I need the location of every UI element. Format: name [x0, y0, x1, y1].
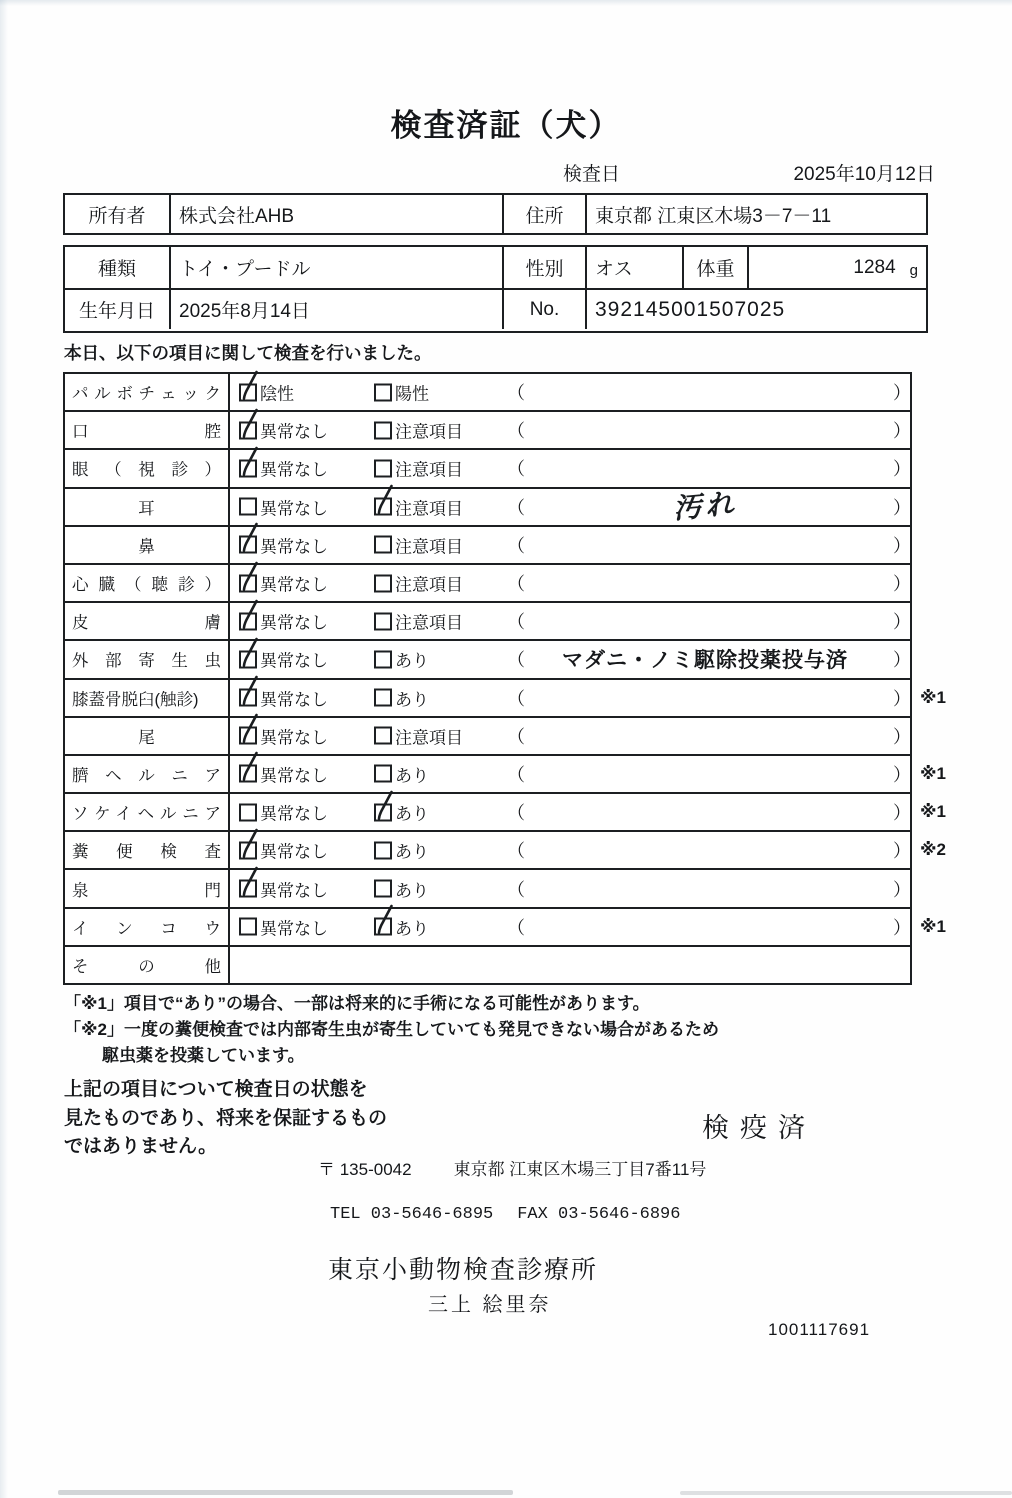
checkbox-option-2: [374, 761, 429, 786]
inspection-date-row: [563, 159, 935, 186]
paren-close: ）: [893, 764, 911, 785]
animal-info-table: [63, 245, 928, 333]
owner-table: [63, 193, 928, 235]
row-note: マダニ・ノミ駆除投薬投与済: [562, 649, 848, 673]
checkbox-option-1-label: 異常なし: [260, 613, 328, 633]
handwritten-check-icon: [374, 904, 395, 937]
paren-open: （: [507, 535, 525, 556]
handwritten-check-icon: [239, 598, 260, 631]
handwritten-check-icon: [239, 675, 260, 708]
checklist-row: [65, 563, 910, 601]
checkbox-option-2-label: あり: [395, 651, 429, 671]
checklist-item-label: 泉門: [65, 870, 230, 906]
birthdate-label: 生年月日: [78, 301, 155, 322]
checklist-row: [65, 601, 910, 639]
checklist-item-label: 口腔: [65, 412, 230, 448]
checkbox-option-2: [374, 380, 429, 405]
number-label: No.: [502, 290, 585, 329]
row-note: 汚れ: [671, 487, 739, 524]
checkbox-icon: [239, 612, 257, 630]
checkbox-option-1-label: 異常なし: [260, 728, 328, 748]
checkbox-option-2-label: 注意項目: [395, 575, 463, 595]
checkbox-option-1: [239, 723, 328, 748]
checkbox-icon: [374, 612, 392, 630]
owner-value: 株式会社AHB: [169, 195, 502, 233]
checkbox-icon: [239, 918, 257, 936]
paren-open: （: [507, 421, 525, 442]
checklist-row: [65, 830, 946, 868]
paren-open: （: [507, 917, 525, 938]
disclaimer-line-3: ではありません。: [64, 1136, 218, 1157]
checklist-row: [65, 487, 910, 525]
checkbox-option-2: [374, 532, 463, 557]
handwritten-check-icon: [239, 445, 260, 478]
checklist-row-content: [230, 565, 910, 601]
paren-close: ）: [893, 535, 911, 556]
checkbox-icon: [374, 421, 392, 439]
checkbox-option-1-label: 異常なし: [260, 537, 328, 557]
checkbox-option-2: [374, 723, 463, 748]
paren-open: （: [507, 612, 525, 633]
checklist-item-label: 鼻: [65, 527, 230, 563]
checkbox-option-2-label: あり: [395, 842, 429, 862]
checkbox-icon: [239, 498, 257, 516]
checklist-row-content: [230, 603, 910, 639]
intro-text: 本日、以下の項目に関して検査を行いました。: [64, 343, 432, 363]
paren-close: ）: [893, 497, 911, 518]
footnote-1: 「※1」項目で“あり”の場合、一部は将来的に手術になる可能性があります。: [64, 994, 650, 1013]
checklist-item-label: その他: [65, 947, 230, 983]
checklist-row: [65, 716, 910, 754]
disclaimer-line-1: 上記の項目について検査日の状態を: [64, 1079, 368, 1100]
paren-close: ）: [893, 612, 911, 633]
checkbox-icon: [374, 498, 392, 516]
scan-artifact-left: [0, 0, 8, 1498]
checkbox-option-1: [239, 647, 328, 672]
checklist-row-content: [230, 947, 910, 983]
checklist-row: [65, 754, 946, 792]
handwritten-check-icon: [239, 713, 260, 746]
checkbox-icon: [374, 574, 392, 592]
footnote-2: 「※2」一度の糞便検査では内部寄生虫が寄生していても発見できない場合があるため: [64, 1020, 719, 1039]
address-label: 住所: [502, 195, 585, 233]
footnote-reference-mark: ※1: [920, 802, 946, 822]
checkbox-option-1: [239, 876, 328, 901]
quarantine-passed-stamp: 検疫済: [702, 1113, 816, 1143]
paren-close: ）: [893, 421, 911, 442]
disclaimer-text: [64, 1076, 387, 1162]
checklist-item-label: 皮膚: [65, 603, 230, 639]
inspection-date-value: 2025年10月12日: [793, 164, 935, 185]
checkbox-option-2-label: あり: [395, 690, 429, 710]
checkbox-icon: [239, 650, 257, 668]
checkbox-option-1: [239, 838, 328, 863]
checklist-row-content: [230, 641, 910, 677]
checkbox-option-1-label: 異常なし: [260, 460, 328, 480]
checkbox-option-2: [374, 800, 429, 825]
inspection-date-label: 検査日: [563, 164, 621, 185]
checkbox-option-2: [374, 914, 429, 939]
checkbox-option-1: [239, 914, 328, 939]
paren-open: （: [507, 497, 525, 518]
paren-close: ）: [893, 383, 911, 404]
checkbox-icon: [374, 841, 392, 859]
checklist-row-content: [230, 794, 946, 830]
scan-artifact-bottom-right: [680, 1491, 1012, 1495]
checkbox-option-1-label: 異常なし: [260, 651, 328, 671]
checkbox-option-2-label: あり: [395, 766, 429, 786]
checklist-row: [65, 792, 946, 830]
clinic-tel: TEL 03-5646-6895: [330, 1205, 494, 1224]
checklist-row: [65, 374, 910, 410]
paren-open: （: [507, 650, 525, 671]
checkbox-option-1-label: 異常なし: [260, 575, 328, 595]
checkbox-option-1-label: 異常なし: [260, 804, 328, 824]
checkbox-option-2: [374, 609, 463, 634]
paren-close: ）: [893, 841, 911, 862]
sex-label: 性別: [502, 247, 585, 288]
checklist-item-label: 耳: [65, 489, 230, 525]
weight-unit: g: [909, 262, 918, 279]
checkbox-option-2-label: 陽性: [395, 384, 429, 404]
checklist-row: [65, 907, 946, 945]
checklist-item-label: 膝蓋骨脱臼(触診): [65, 680, 230, 716]
footnote-reference-mark: ※2: [920, 840, 946, 860]
paren-open: （: [507, 688, 525, 709]
sex-value: オス: [585, 247, 682, 288]
paren-close: ）: [893, 917, 911, 938]
checkbox-option-1: [239, 532, 328, 557]
checkbox-option-1-label: 異常なし: [260, 842, 328, 862]
checkbox-option-1: [239, 456, 328, 481]
clinic-name: 東京小動物検査診療所: [328, 1256, 599, 1284]
breed-label: 種類: [97, 259, 136, 280]
checklist-row-content: [230, 527, 910, 563]
checkbox-icon: [374, 650, 392, 668]
checkbox-option-1: [239, 494, 328, 519]
checkbox-option-2-label: あり: [395, 881, 429, 901]
clinic-fax: FAX 03-5646-6896: [517, 1205, 681, 1224]
checklist-item-label: 眼（視診）: [65, 450, 230, 486]
checklist-item-label: 尾: [65, 718, 230, 754]
checkbox-option-2: [374, 876, 429, 901]
checkbox-option-1: [239, 609, 328, 634]
checkbox-option-2: [374, 456, 463, 481]
paren-open: （: [507, 574, 525, 595]
checkbox-option-2: [374, 571, 463, 596]
clinic-address: 東京都 江東区木場三丁目7番11号: [453, 1160, 707, 1179]
checkbox-icon: [239, 689, 257, 707]
number-value: 392145001507025: [585, 290, 926, 329]
clinic-postal-code: 〒 135-0042: [318, 1160, 412, 1179]
handwritten-check-icon: [374, 484, 395, 517]
handwritten-check-icon: [239, 522, 260, 555]
checklist-row-content: [230, 870, 910, 906]
paren-open: （: [507, 726, 525, 747]
checklist-row: [65, 945, 910, 983]
checklist-row-content: [230, 832, 946, 868]
checkbox-icon: [239, 727, 257, 745]
checkbox-icon: [239, 574, 257, 592]
checklist-row: [65, 678, 946, 716]
footnote-reference-mark: ※1: [920, 916, 946, 936]
paren-open: （: [507, 459, 525, 480]
clinic-telfax-line: [330, 1205, 680, 1224]
checkbox-option-1: [239, 418, 328, 443]
checkbox-option-1-label: 異常なし: [260, 499, 328, 519]
serial-number: 1001117691: [768, 1320, 871, 1339]
paren-close: ）: [893, 803, 911, 824]
checkbox-option-1-label: 陰性: [260, 384, 294, 404]
weight-label: 体重: [682, 247, 747, 288]
checkbox-icon: [239, 459, 257, 477]
checkbox-option-1-label: 異常なし: [260, 881, 328, 901]
checklist-item-label: 心臓（聴診）: [65, 565, 230, 601]
checklist-row: [65, 410, 910, 448]
checkbox-option-2: [374, 685, 429, 710]
checkbox-icon: [239, 841, 257, 859]
handwritten-check-icon: [239, 636, 260, 669]
handwritten-check-icon: [239, 866, 260, 899]
checkbox-option-1: [239, 761, 328, 786]
checkbox-icon: [239, 765, 257, 783]
footnotes: [64, 991, 719, 1069]
checkbox-option-1-label: 異常なし: [260, 690, 328, 710]
checkbox-icon: [374, 765, 392, 783]
checklist-row-content: [230, 680, 946, 716]
checkbox-option-1: [239, 800, 328, 825]
checkbox-icon: [239, 421, 257, 439]
paren-open: （: [507, 803, 525, 824]
checklist-row: [65, 639, 910, 677]
checkbox-option-2-label: 注意項目: [395, 422, 463, 442]
checklist-row-content: [230, 909, 946, 945]
checkbox-option-2-label: 注意項目: [395, 499, 463, 519]
page-title: 検査済証（犬）: [390, 108, 622, 143]
checklist-item-label: ソケイヘルニア: [65, 794, 230, 830]
handwritten-check-icon: [239, 827, 260, 860]
paren-close: ）: [893, 726, 911, 747]
footnote-2-continued: 駆虫薬を投薬しています。: [102, 1046, 305, 1065]
checklist-row: [65, 868, 910, 906]
paren-open: （: [507, 383, 525, 404]
checklist-item-label: 外部寄生虫: [65, 641, 230, 677]
checkbox-icon: [374, 689, 392, 707]
handwritten-check-icon: [239, 369, 260, 402]
checkbox-option-1-label: 異常なし: [260, 919, 328, 939]
checkbox-option-2-label: あり: [395, 804, 429, 824]
checkbox-option-1-label: 異常なし: [260, 766, 328, 786]
scan-artifact-top: [0, 0, 1012, 6]
checkbox-option-2: [374, 647, 429, 672]
checkbox-icon: [374, 880, 392, 898]
checkbox-option-2: [374, 838, 429, 863]
paren-open: （: [507, 764, 525, 785]
handwritten-check-icon: [239, 560, 260, 593]
weight-value: 1284: [853, 256, 896, 278]
disclaimer-line-2: 見たものであり、将来を保証するもの: [64, 1107, 388, 1129]
checkbox-option-2-label: 注意項目: [395, 728, 463, 748]
checklist-row-content: [230, 374, 910, 410]
checkbox-icon: [239, 383, 257, 401]
checkbox-option-2: [374, 418, 463, 443]
checklist-table: [63, 372, 946, 985]
scan-artifact-bottom-left: [58, 1490, 513, 1495]
checkbox-option-1: [239, 685, 328, 710]
checkbox-icon: [374, 727, 392, 745]
examiner-name: 三上 絵里奈: [428, 1294, 552, 1316]
checkbox-icon: [374, 803, 392, 821]
owner-label: 所有者: [88, 205, 146, 227]
checklist-row-content: [230, 412, 910, 448]
checklist-row-content: [230, 489, 910, 525]
handwritten-check-icon: [239, 751, 260, 784]
checkbox-icon: [239, 536, 257, 554]
checklist-row-content: [230, 756, 946, 792]
checkbox-option-2: [374, 494, 463, 519]
checkbox-option-2-label: 注意項目: [395, 460, 463, 480]
checkbox-icon: [239, 803, 257, 821]
checkbox-icon: [239, 880, 257, 898]
checklist-item-label: 臍ヘルニア: [65, 756, 230, 792]
handwritten-check-icon: [239, 407, 260, 440]
checklist-item-label: インコウ: [65, 909, 230, 945]
checklist-item-label: 糞便検査: [65, 832, 230, 868]
paren-close: ）: [893, 650, 911, 671]
checkbox-option-1: [239, 571, 328, 596]
checklist-row: [65, 525, 910, 563]
birthdate-value: 2025年8月14日: [169, 290, 502, 329]
checkbox-option-1-label: 異常なし: [260, 422, 328, 442]
footnote-reference-mark: ※1: [920, 763, 946, 783]
checkbox-option-2-label: 注意項目: [395, 537, 463, 557]
paren-close: ）: [893, 879, 911, 900]
paren-close: ）: [893, 459, 911, 480]
checkbox-option-2-label: あり: [395, 919, 429, 939]
breed-value: トイ・プードル: [169, 247, 502, 288]
checklist-row-content: [230, 718, 910, 754]
paren-close: ）: [893, 688, 911, 709]
checkbox-option-2-label: 注意項目: [395, 613, 463, 633]
footnote-reference-mark: ※1: [920, 687, 946, 707]
address-value: 東京都 江東区木場3－7－11: [585, 195, 926, 233]
checkbox-icon: [374, 383, 392, 401]
checklist-item-label: パルボチェック: [65, 374, 230, 410]
checkbox-icon: [374, 536, 392, 554]
paren-open: （: [507, 841, 525, 862]
checkbox-icon: [374, 918, 392, 936]
paren-close: ）: [893, 574, 911, 595]
weight-value-cell: [747, 247, 926, 288]
checkbox-option-1: [239, 380, 294, 405]
handwritten-check-icon: [374, 789, 395, 822]
checkbox-icon: [374, 459, 392, 477]
clinic-postal-line: [318, 1155, 706, 1180]
paren-open: （: [507, 879, 525, 900]
